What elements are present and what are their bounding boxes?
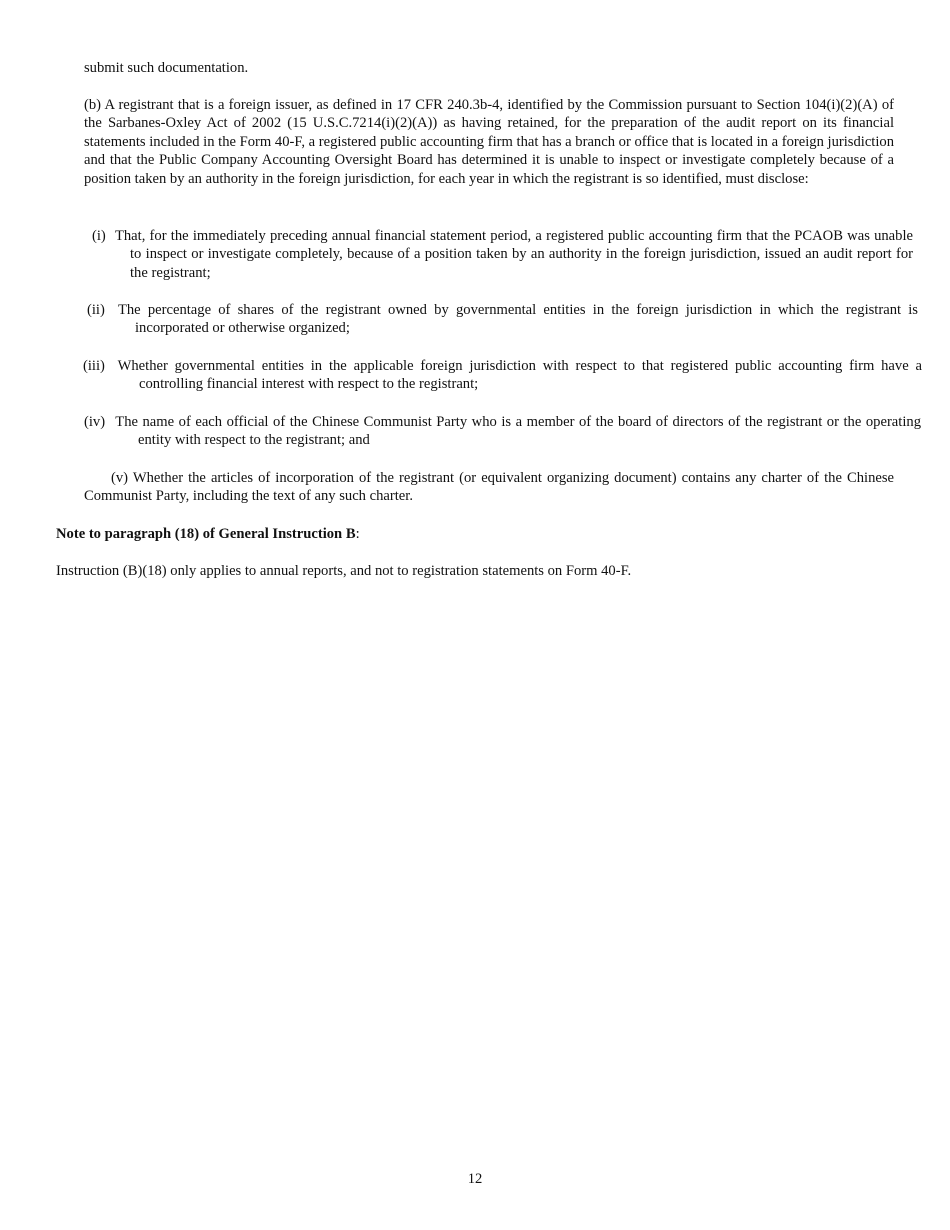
list-item: (iii) Whether governmental entities in the applicable foreign jurisdiction with respect to that registered public accounting firm have a controlling financial interest with respect to the registrant;: [83, 358, 923, 393]
list-item-text: That, for the immediately preceding annual financial statement period, a registered public accounting firm that the PCAOB was unable to inspect or investigate completely, because of a position taken by an authority in the foreign jurisdiction, issued an audit report for the registrant;: [114, 228, 913, 281]
list-item-label: (v): [111, 470, 129, 486]
page-number: 12: [467, 1171, 483, 1187]
list-item-text: Whether governmental entities in the applicable foreign jurisdiction with respect to that registered public accounting firm have a controlling financial interest with respect to the registrant;: [117, 358, 923, 393]
note-heading-text: Note to paragraph (18) of General Instruction B: [56, 526, 356, 542]
note-body: Instruction (B)(18) only applies to annual reports, and not to registration statements on Form 40-F.: [56, 563, 632, 579]
list-item: (ii) The percentage of shares of the registrant owned by governmental entities in the foreign jurisdiction in which the registrant is incorporated or otherwise organized;: [87, 302, 918, 337]
list-item-text: Whether the articles of incorporation of the registrant (or equivalent organizing document) contains any charter of the Chinese Communist Party, including the text of any such charter.: [84, 470, 894, 505]
continuation-text: submit such documentation.: [84, 60, 249, 76]
list-item: [84, 469, 894, 506]
note-heading-colon: :: [355, 526, 360, 542]
paragraph-b: (b) A registrant that is a foreign issuer, as defined in 17 CFR 240.3b-4, identified by the Commission pursuant to Section 104(i)(2)(A) of the Sarbanes-Oxley Act of 2002 (15 U.S.C.7214(i)(2)(A)) as having retained, for the preparation of the audit report on its financial statements included in the Form 40-F, a registered public accounting firm that has a branch or office that is located in a foreign jurisdiction and that the Public Company Accounting Oversight Board has determined it is unable to inspect or investigate completely because of a position taken by an authority in the foreign jurisdiction, for each year in which the registrant is so identified, must disclose:: [84, 97, 894, 187]
list-item-text: The percentage of shares of the registrant owned by governmental entities in the foreign jurisdiction in which the registrant is incorporated or otherwise organized;: [117, 302, 918, 337]
note-heading: [56, 525, 360, 543]
list-item-text: The name of each official of the Chinese Communist Party who is a member of the board of directors of the registrant or the operating entity with respect to the registrant; and: [115, 414, 921, 449]
list-item: (i) That, for the immediately preceding annual financial statement period, a registered public accounting firm that the PCAOB was unable to inspect or investigate completely, because of a position taken by an authority in the foreign jurisdiction, issued an audit report for the registrant;: [92, 228, 913, 281]
list-item: (iv) The name of each official of the Chinese Communist Party who is a member of the board of directors of the registrant or the operating entity with respect to the registrant; and: [84, 414, 921, 449]
